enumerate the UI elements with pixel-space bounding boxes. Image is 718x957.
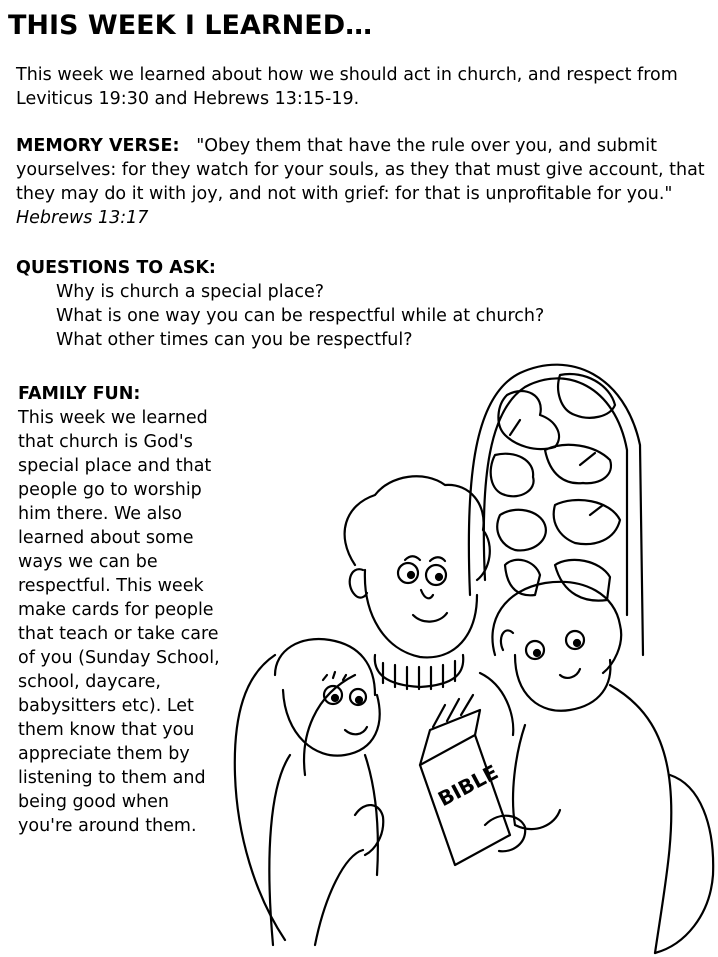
family-fun-section [18,382,223,838]
question-item: What is one way you can be respectful while at church? [56,306,545,326]
right-child-figure [492,582,671,953]
page-title: THIS WEEK I LEARNED… [8,10,373,41]
memory-verse-label: MEMORY VERSE: [16,136,180,156]
questions-label: QUESTIONS TO ASK: [16,258,216,278]
family-fun-label: FAMILY FUN: [18,384,141,404]
memory-verse-section [16,134,706,230]
memory-verse-reference: Hebrews 13:17 [16,208,149,228]
question-item: Why is church a special place? [56,282,325,302]
bible-label: BIBLE [434,759,503,812]
memory-verse-text: "Obey them that have the rule over you, and submit yourselves: for they watch for your souls, as they that must give account, that they may do it with joy, and not with grief: for that is unprofitable for you." [16,136,705,204]
question-item: What other times can you be respectful? [56,330,413,350]
church-children-illustration [215,355,715,955]
questions-section [16,256,706,352]
intro-paragraph: This week we learned about how we should act in church, and respect from Leviticus 19:30 and Hebrews 13:15-19. [16,65,678,109]
bible-book [420,695,525,865]
family-fun-text: This week we learned that church is God's special place and that people go to worship him there. We also learned about some ways we can be respectful. This week make cards for people that teach or take care of you (Sunday School, school, daycare, babysitters etc). Let them know that you appreciate them by listening to them and being good when you're around them. [18,408,220,836]
boy-figure [304,476,513,775]
girl-figure [269,639,383,945]
